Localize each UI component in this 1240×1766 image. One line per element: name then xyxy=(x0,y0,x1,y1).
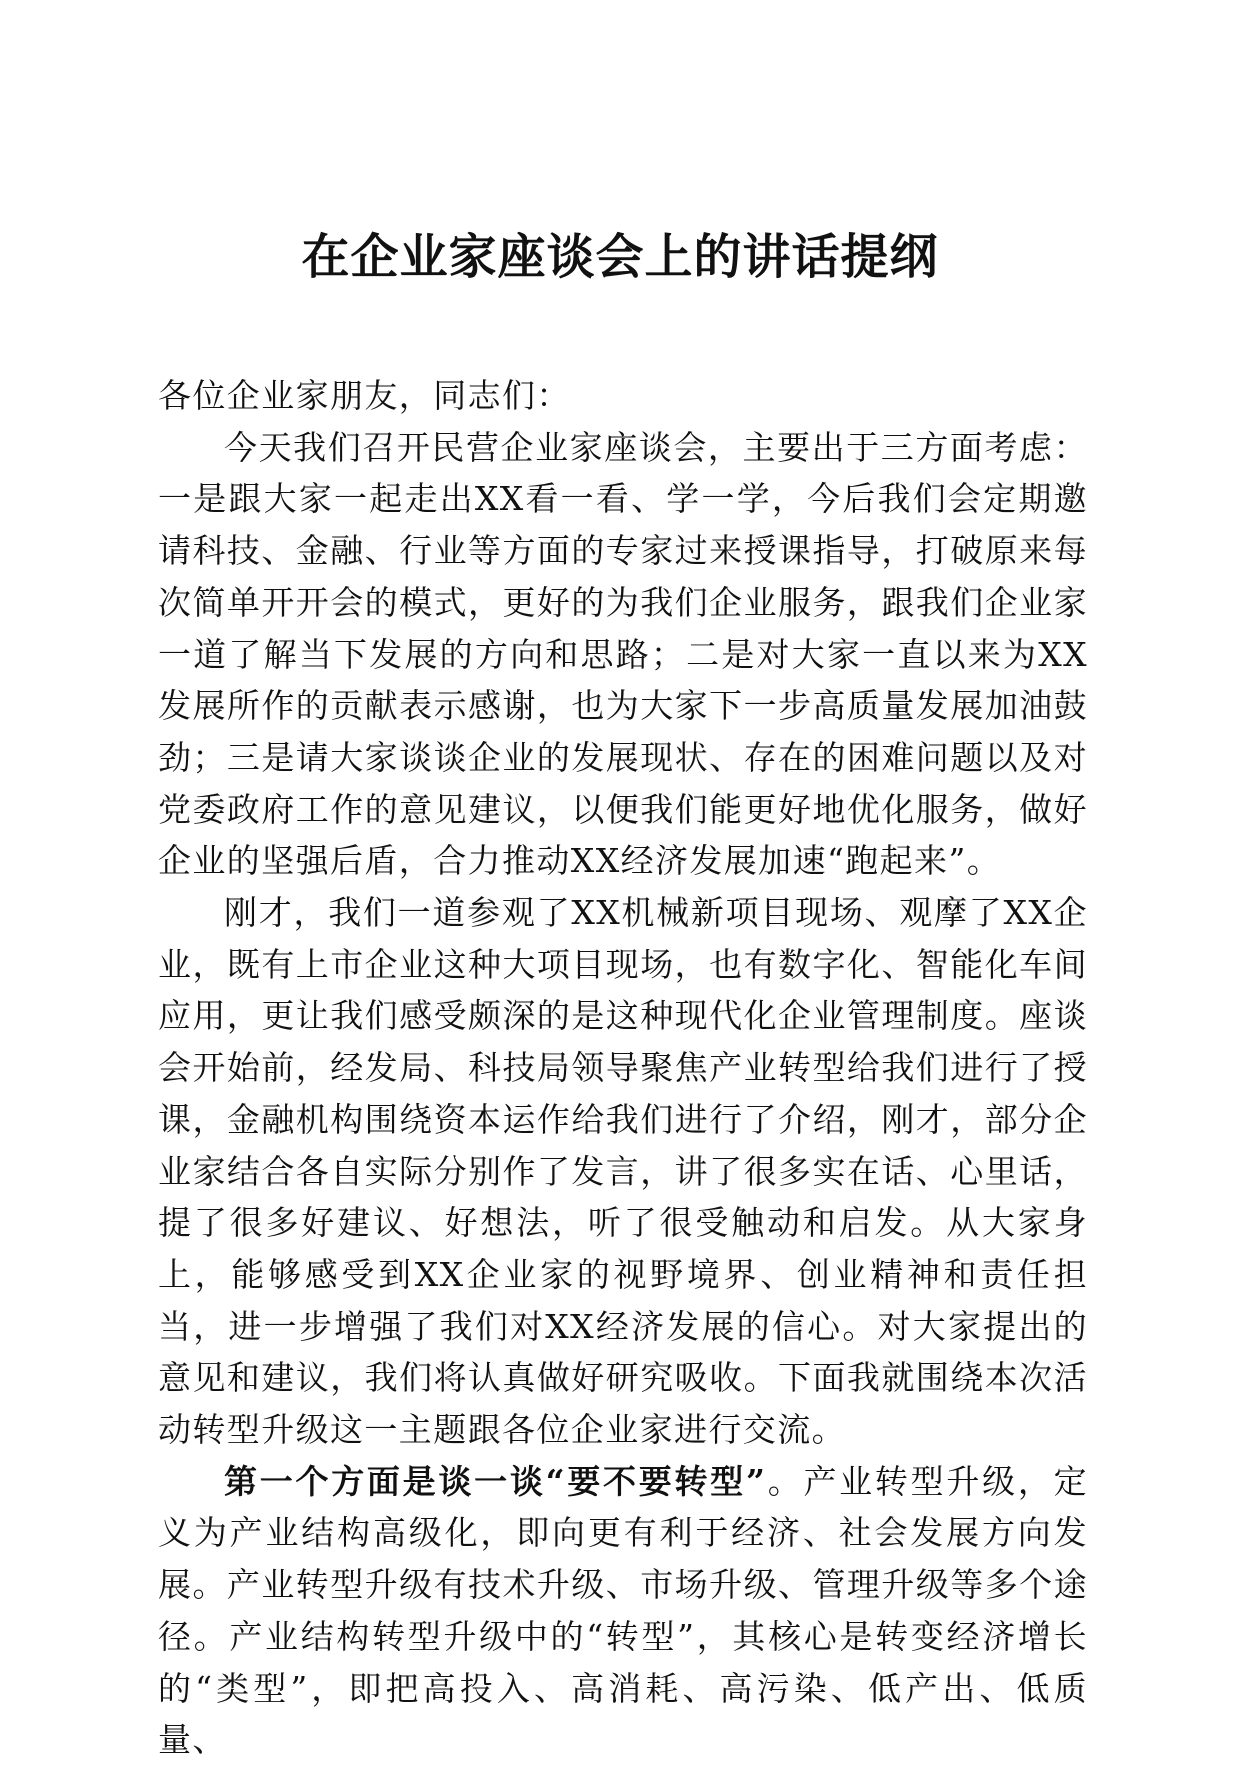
document-title: 在企业家座谈会上的讲话提纲 xyxy=(301,229,939,285)
document-body xyxy=(158,370,1088,1766)
paragraph-visit: 刚才，我们一道参观了XX机械新项目现场、观摩了XX企业，既有上市企业这种大项目现场，也有数字化、智能化车间应用，更让我们感受颇深的是这种现代化企业管理制度。座谈会开始前，经发局、科技局领导聚焦产业转型给我们进行了授课，金融机构围绕资本运作给我们进行了介绍，刚才，部分企业家结合各自实际分别作了发言，讲了很多实在话、心里话，提了很多好建议、好想法，听了很受触动和启发。从大家身上，能够感受到XX企业家的视野境界、创业精神和责任担当，进一步增强了我们对XX经济发展的信心。对大家提出的意见和建议，我们将认真做好研究吸收。下面我就围绕本次活动转型升级这一主题跟各位企业家进行交流。 xyxy=(158,893,1088,1450)
section-heading: 第一个方面是谈一谈“要不要转型” xyxy=(224,1461,767,1501)
section-text: 。产业转型升级，定义为产业结构高级化，即向更有利于经济、社会发展方向发展。产业转型升级有技术升级、市场升级、管理升级等多个途径。产业结构转型升级中的“转型”，其核心是转变经济增长的“类型”，即把高投入、高消耗、高污染、低产出、低质量、 xyxy=(158,1461,1088,1760)
paragraph-intro: 今天我们召开民营企业家座谈会，主要出于三方面考虑：一是跟大家一起走出XX看一看、学一学，今后我们会定期邀请科技、金融、行业等方面的专家过来授课指导，打破原来每次简单开开会的模式，更好的为我们企业服务，跟我们企业家一道了解当下发展的方向和思路；二是对大家一直以来为XX发展所作的贡献表示感谢，也为大家下一步高质量发展加油鼓劲；三是请大家谈谈企业的发展现状、存在的困难问题以及对党委政府工作的意见建议，以便我们能更好地优化服务，做好企业的坚强后盾，合力推动XX经济发展加速“跑起来”。 xyxy=(158,427,1088,881)
salutation: 各位企业家朋友，同志们： xyxy=(158,376,571,415)
paragraph-transformation xyxy=(158,1456,1088,1766)
